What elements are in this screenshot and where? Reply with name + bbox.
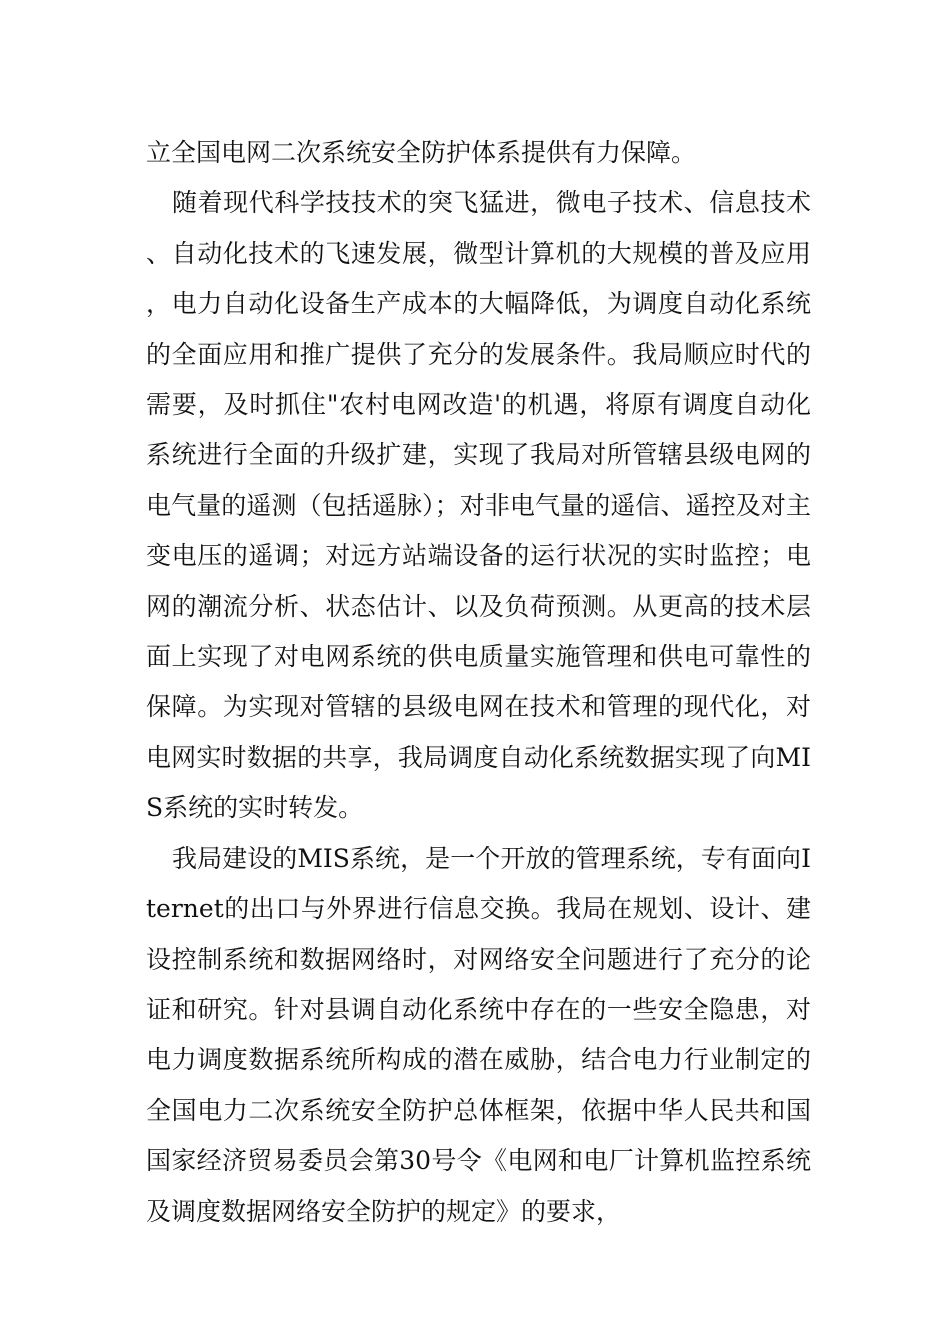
paragraph-3: 我局建设的MIS系统，是一个开放的管理系统，专有面向Iternet的出口与外界进行信息交换。我局在规划、设计、建设控制系统和数据网络时，对网络安全问题进行了充分的论证和研究。针对县调自动化系统中存在的一些安全隐患，对电力调度数据系统所构成的潜在威胁，结合电力行业制定的全国电力二次系统安全防护总体框架，依据中华人民共和国国家经济贸易委员会第30号令《电网和电厂计算机监控系统及调度数据网络安全防护的规定》的要求，	[146, 843, 811, 1226]
document-body	[146, 128, 811, 1237]
paragraph-2: 随着现代科学技技术的突飞猛进，微电子技术、信息技术、自动化技术的飞速发展，微型计算机的大规模的普及应用，电力自动化设备生产成本的大幅降低，为调度自动化系统的全面应用和推广提供了充分的发展条件。我局顺应时代的需要，及时抓住"农村电网改造'的机遇，将原有调度自动化系统进行全面的升级扩建，实现了我局对所管辖县级电网的电气量的遥测（包括遥脉）；对非电气量的遥信、遥控及对主变电压的遥调；对远方站端设备的运行状况的实时监控；电网的潮流分析、状态估计、以及负荷预测。从更高的技术层面上实现了对电网系统的供电质量实施管理和供电可靠性的保障。为实现对管辖的县级电网在技术和管理的现代化，对电网实时数据的共享，我局调度自动化系统数据实现了向MIS系统的实时转发。	[146, 188, 811, 823]
paragraph-1: 立全国电网二次系统安全防护体系提供有力保障。	[146, 138, 697, 167]
